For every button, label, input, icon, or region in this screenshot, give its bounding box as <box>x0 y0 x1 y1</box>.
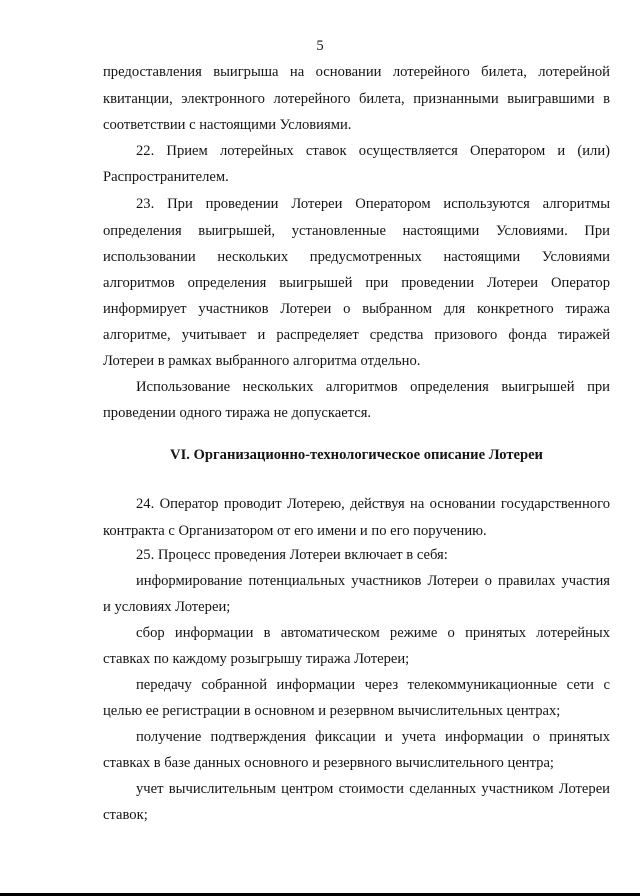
text-line: алгоритме, учитывает и распределяет средства призового фонда тиражей <box>103 327 610 343</box>
section-heading: VI. Организационно-технологическое описание Лотереи <box>170 447 543 463</box>
text-line: ставках в базе данных основного и резервного вычислительного центра; <box>103 755 554 771</box>
text-line: использовании нескольких предусмотренных настоящими Условиями <box>103 249 610 265</box>
page-number: 5 <box>316 38 324 54</box>
text-line: и условиях Лотереи; <box>103 599 231 615</box>
text-line: Лотереи в рамках выбранного алгоритма отдельно. <box>103 353 421 369</box>
text-line: Распространителем. <box>103 169 229 185</box>
text-line: ставок; <box>103 807 148 823</box>
text-line: целью ее регистрации в основном и резервном вычислительных центрах; <box>103 703 561 719</box>
text-line: 24. Оператор проводит Лотерею, действуя на основании государственного <box>136 496 610 512</box>
text-line: ставках по каждому розыгрышу тиража Лотереи; <box>103 651 410 667</box>
text-line: 25. Процесс проведения Лотереи включает в себя: <box>136 547 448 563</box>
text-line: предоставления выигрыша на основании лотерейного билета, лотерейной <box>103 64 610 80</box>
text-line: квитанции, электронного лотерейного билета, признанными выигравшими в <box>103 91 610 107</box>
text-line: Использование нескольких алгоритмов определения выигрышей при <box>136 379 610 395</box>
text-line: учет вычислительным центром стоимости сделанных участником Лотереи <box>136 781 610 797</box>
text-line: проведении одного тиража не допускается. <box>103 405 372 421</box>
text-line: информирование потенциальных участников Лотереи о правилах участия <box>136 573 610 589</box>
text-line: сбор информации в автоматическом режиме о принятых лотерейных <box>136 625 610 641</box>
text-line: контракта с Организатором от его имени и по его поручению. <box>103 523 487 539</box>
text-line: передачу собранной информации через телекоммуникационные сети с <box>136 677 610 693</box>
text-line: алгоритмов определения выигрышей при проведении Лотереи Оператор <box>103 275 610 291</box>
text-line: 23. При проведении Лотереи Оператором используются алгоритмы <box>136 196 610 212</box>
text-line: получение подтверждения фиксации и учета информации о принятых <box>136 729 610 745</box>
text-line: 22. Прием лотерейных ставок осуществляется Оператором и (или) <box>136 143 610 159</box>
text-line: соответствии с настоящими Условиями. <box>103 117 352 133</box>
text-line: определения выигрышей, установленные настоящими Условиями. При <box>103 223 610 239</box>
text-line: информирует участников Лотереи о выбранном для конкретного тиража <box>103 301 610 317</box>
